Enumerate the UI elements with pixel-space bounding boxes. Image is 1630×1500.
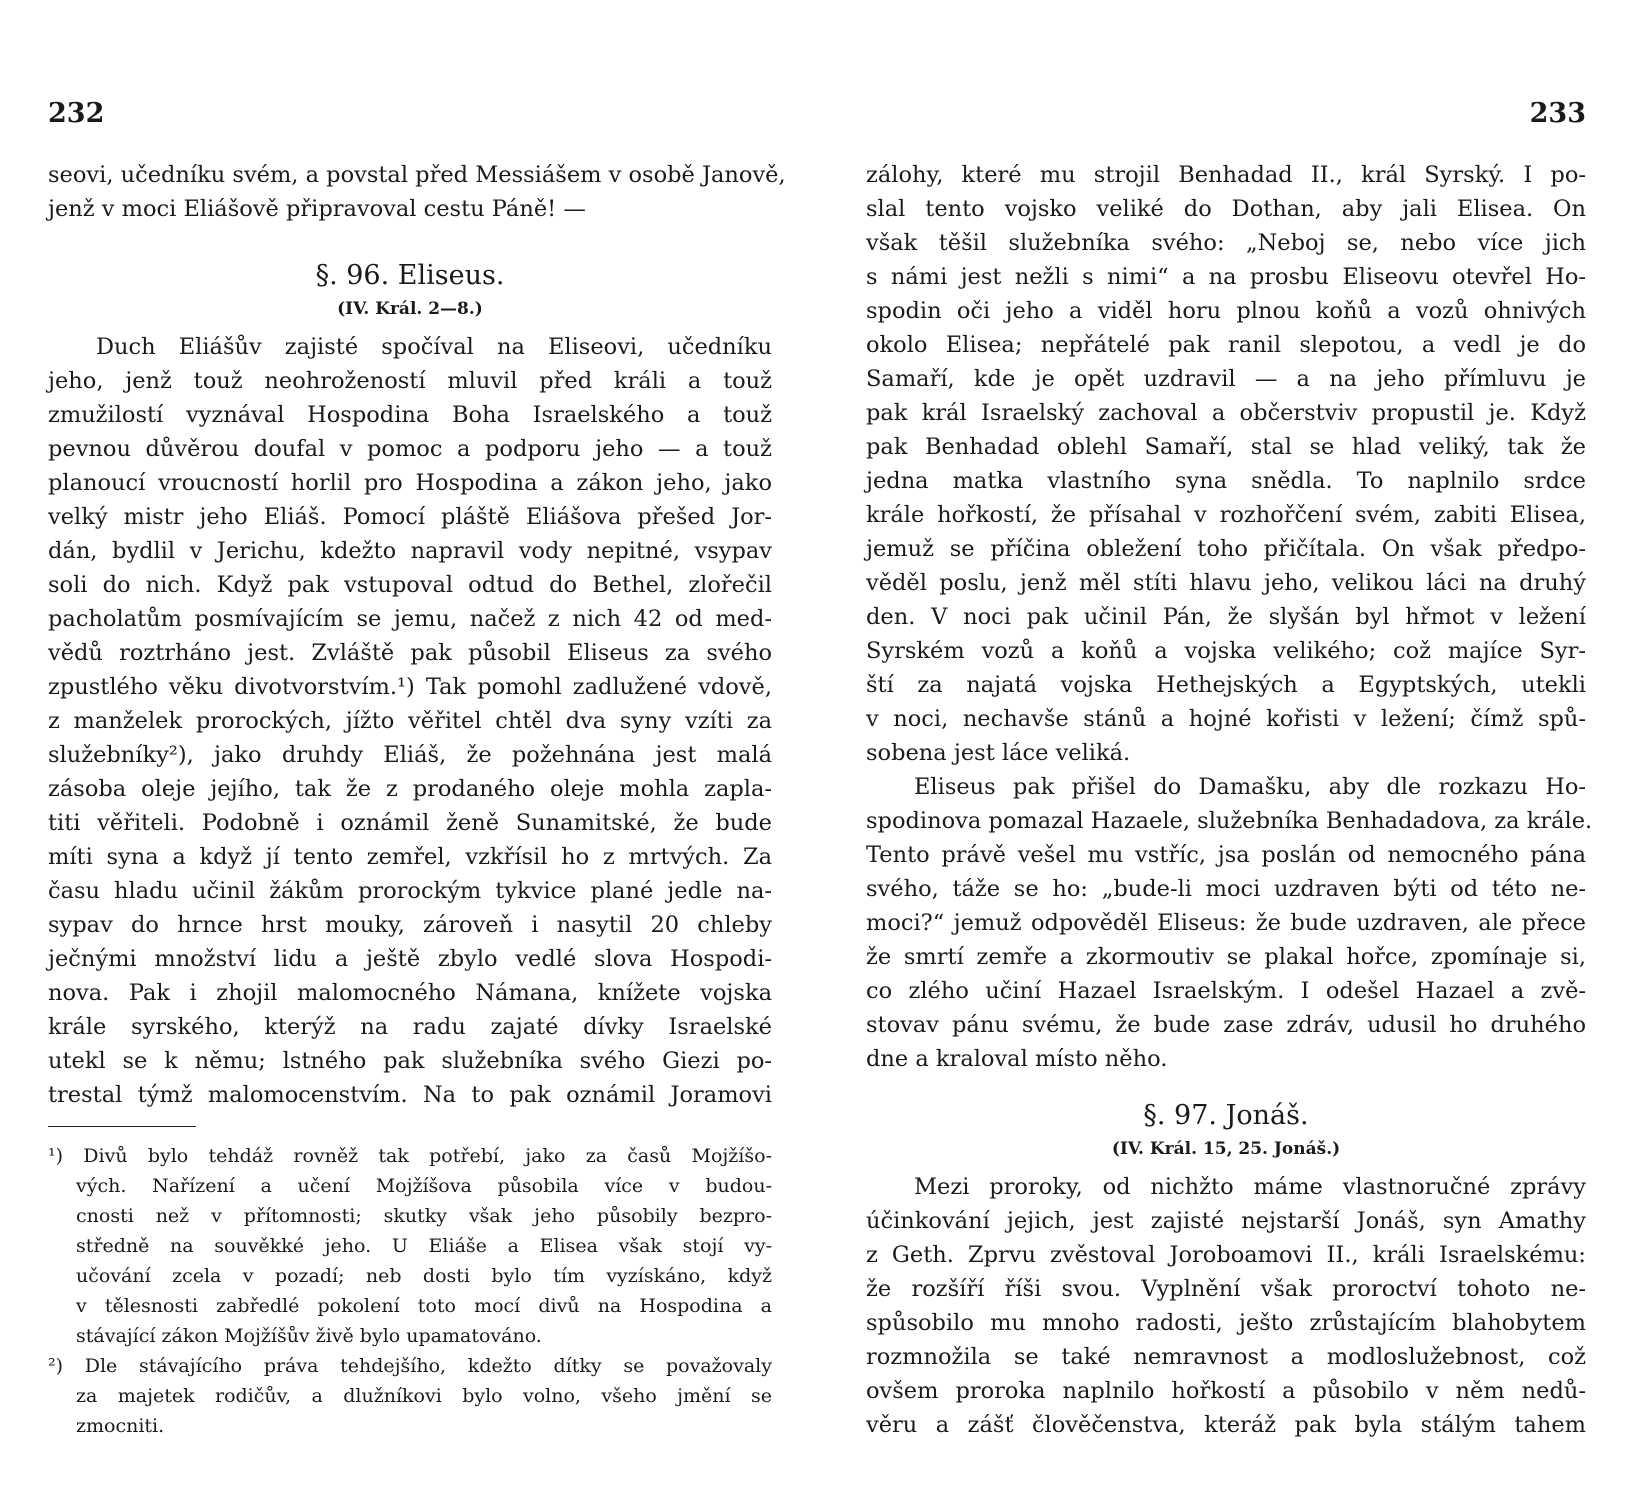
text-line: svého, táže se ho: „bude-li moci uzdraven býti od této ne- <box>866 876 1586 902</box>
footnote-line: zmocniti. <box>76 1415 165 1437</box>
text-line: rozmnožila se také nemravnost a modloslužebnost, což <box>866 1344 1586 1370</box>
text-line: Eliseus pak přišel do Damašku, aby dle rozkazu Ho- <box>914 774 1586 800</box>
footnote-line: ¹) Divů bylo tehdáž rovněž tak potřebí, jako za časů Mojžíšo- <box>48 1145 772 1167</box>
left-page <box>48 96 786 1441</box>
text-line: dán, bydlil v Jerichu, kdežto napravil vody nepitné, vsypav <box>48 538 772 564</box>
text-line: že smrtí zemře a zkormoutiv se plakal hořce, zpomínaje si, <box>866 944 1586 970</box>
footnote-line: stávající zákon Mojžíšův živě bylo upamatováno. <box>76 1325 542 1347</box>
text-line: že rozšíří říši svou. Vyplnění však proroctví tohoto ne- <box>866 1276 1586 1302</box>
text-line: zásoba oleje jejího, tak že z prodaného oleje mohla zapla- <box>48 776 772 802</box>
text-line: času hladu učinil žákům prorockým tykvice plané jedle na- <box>48 878 772 904</box>
text-line: seovi, učedníku svém, a povstal před Messiášem v osobě Janově, <box>48 162 786 188</box>
section-title: §. 96. Eliseus. <box>315 260 505 291</box>
text-line: spodinova pomazal Hazaele, služebníka Benhadadova, za krále. <box>866 808 1593 834</box>
text-line: velký mistr jeho Eliáš. Pomocí pláště Eliášova přešed Jor- <box>48 504 772 530</box>
text-line: z Geth. Zprvu zvěstoval Joroboamovi II., králi Israelskému: <box>866 1242 1586 1268</box>
text-line: soli do nich. Když pak vstupoval odtud do Bethel, zlořečil <box>48 572 772 598</box>
text-line: utekl se k němu; lstného pak služebníka svého Giezi po- <box>48 1048 772 1074</box>
text-line: Mezi proroky, od nichžto máme vlastnoručné zprávy <box>914 1174 1586 1200</box>
text-line: pevnou důvěrou doufal v pomoc a podporu jeho — a touž <box>48 436 772 462</box>
footnote-line: středně na souvěkké jeho. U Eliáše a Elisea však stojí vy- <box>76 1235 772 1257</box>
body-text <box>866 1170 1586 1442</box>
text-line: sobena jest láce veliká. <box>866 740 1131 766</box>
text-line: z manželek prorockých, jížto věřitel chtěl dva syny vzíti za <box>48 708 772 734</box>
text-line: pak král Israelský zachoval a občerstviv propustil je. Když <box>866 400 1586 426</box>
text-line: planoucí vroucností horlil pro Hospodina a zákon jeho, jako <box>48 470 772 496</box>
text-line: jenž v moci Eliášově připravoval cestu Páně! — <box>48 196 586 222</box>
body-text <box>866 158 1586 770</box>
text-line: v noci, nechavše stánů a hojné kořisti v ležení; čímž spů- <box>866 706 1586 732</box>
text-line: pacholatům posmívajícím se jemu, načež z nich 42 od med- <box>48 606 772 632</box>
text-line: zálohy, které mu strojil Benhadad II., král Syrský. I po- <box>866 162 1586 188</box>
text-line: spodin oči jeho a viděl horu plnou koňů a vozů ohnivých <box>866 298 1586 324</box>
text-line: ovšem proroka naplnilo hořkostí a působilo v něm nedů- <box>866 1378 1586 1404</box>
text-line: titi věřiteli. Podobně i oznámil ženě Sunamitské, že bude <box>48 810 772 836</box>
text-line: jeho, jenž touž neohrožeností mluvil před králi a touž <box>48 368 772 394</box>
text-line: Samaří, kde je opět uzdravil — a na jeho přímluvu je <box>866 366 1586 392</box>
text-line: s námi jest nežli s nimi“ a na prosbu Eliseovu otevřel Ho- <box>866 264 1586 290</box>
text-line: účinkování jejich, jest zajisté nejstarší Jonáš, syn Amathy <box>866 1208 1586 1234</box>
footnote-line: ²) Dle stávajícího práva tehdejšího, kdežto dítky se považovaly <box>48 1355 772 1377</box>
footnote-line: cnosti než v přítomnosti; skutky však jeho působily bezpro- <box>76 1205 772 1227</box>
footnote-line: vých. Nařízení a učení Mojžíšova působila více v budou- <box>76 1175 772 1197</box>
section-title: §. 97. Jonáš. <box>1143 1100 1309 1131</box>
text-line: pak Benhadad oblehl Samaří, stal se hlad veliký, tak že <box>866 434 1586 460</box>
text-line: trestal týmž malomocenstvím. Na to pak oznámil Joramovi <box>48 1082 772 1108</box>
text-line: spůsobilo mu mnoho radosti, ješto zrůstajícím blahobytem <box>866 1310 1586 1336</box>
text-line: okolo Elisea; nepřátelé pak ranil slepotou, a vedl je do <box>866 332 1586 358</box>
text-line: zmužilostí vyznával Hospodina Boha Israelského a touž <box>48 402 772 428</box>
intro-text <box>48 158 786 226</box>
body-text <box>48 330 772 1112</box>
body-text <box>866 770 1593 1076</box>
text-line: vědů roztrháno jest. Zvláště pak působil Eliseus za svého <box>48 640 772 666</box>
footnote-divider <box>48 1126 196 1127</box>
text-line: den. V noci pak učinil Pán, že slyšán byl hřmot v ležení <box>866 604 1586 630</box>
text-line: krále syrského, kterýž na radu zajaté dívky Israelské <box>48 1014 772 1040</box>
text-line: krále hořkostí, že přísahal v rozhořčení svém, zabiti Elisea, <box>866 502 1586 528</box>
footnote-line: za majetek rodičův, a dlužníkovi bylo volno, všeho jmění se <box>76 1385 772 1407</box>
text-line: ječnými množství lidu a ještě zbylo vedlé slova Hospodi- <box>48 946 772 972</box>
page-number: 232 <box>48 98 105 129</box>
text-line: zpustlého věku divotvorstvím.¹) Tak pomohl zadlužené vdově, <box>48 674 772 700</box>
text-line: jemuž se příčina obležení toho přičítala. On však předpo- <box>866 536 1586 562</box>
text-line: věděl poslu, jenž měl stíti hlavu jeho, velikou láci na druhý <box>866 570 1586 596</box>
text-line: moci?“ jemuž odpověděl Eliseus: že bude uzdraven, ale přece <box>866 910 1586 936</box>
section-reference: (IV. Král. 2—8.) <box>337 299 483 319</box>
footnote-line: učování zcela v pozadí; neb dosti bylo tím vyzískáno, když <box>76 1265 772 1287</box>
page-number: 233 <box>1529 98 1586 129</box>
text-line: co zlého učiní Hazael Israelským. I odešel Hazael a zvě- <box>866 978 1586 1004</box>
text-line: služebníky²), jako druhdy Eliáš, že požehnána jest malá <box>48 742 772 768</box>
text-line: však těšil služebníka svého: „Neboj se, nebo více jich <box>866 230 1586 256</box>
text-line: míti syna a když jí tento zemřel, vzkřísil ho z mrtvých. Za <box>48 844 772 870</box>
section-reference: (IV. Král. 15, 25. Jonáš.) <box>1111 1139 1341 1159</box>
text-line: sypav do hrnce hrst mouky, zároveň i nasytil 20 chleby <box>48 912 772 938</box>
text-line: Tento právě vešel mu vstříc, jsa poslán od nemocného pána <box>866 842 1586 868</box>
text-line: stovav pánu svému, že bude zase zdráv, udusil ho druhého <box>866 1012 1586 1038</box>
right-page <box>866 96 1593 1442</box>
text-line: dne a kraloval místo něho. <box>866 1046 1168 1072</box>
text-line: jedna matka vlastního syna snědla. To naplnilo srdce <box>866 468 1586 494</box>
footnotes <box>48 1141 772 1441</box>
text-line: Syrském vozů a koňů a vojska velikého; což majíce Syr- <box>866 638 1586 664</box>
text-line: ští za najatá vojska Hethejských a Egyptských, utekli <box>866 672 1586 698</box>
text-line: Duch Eliášův zajisté spočíval na Eliseovi, učedníku <box>96 334 772 360</box>
text-line: věru a zášť člověčenstva, kteráž pak byla stálým tahem <box>866 1412 1586 1438</box>
footnote-line: v tělesnosti zabředlé pokolení toto mocí divů na Hospodina a <box>76 1295 772 1317</box>
text-line: slal tento vojsko veliké do Dothan, aby jali Elisea. On <box>866 196 1586 222</box>
text-line: nova. Pak i zhojil malomocného Námana, knížete vojska <box>48 980 772 1006</box>
